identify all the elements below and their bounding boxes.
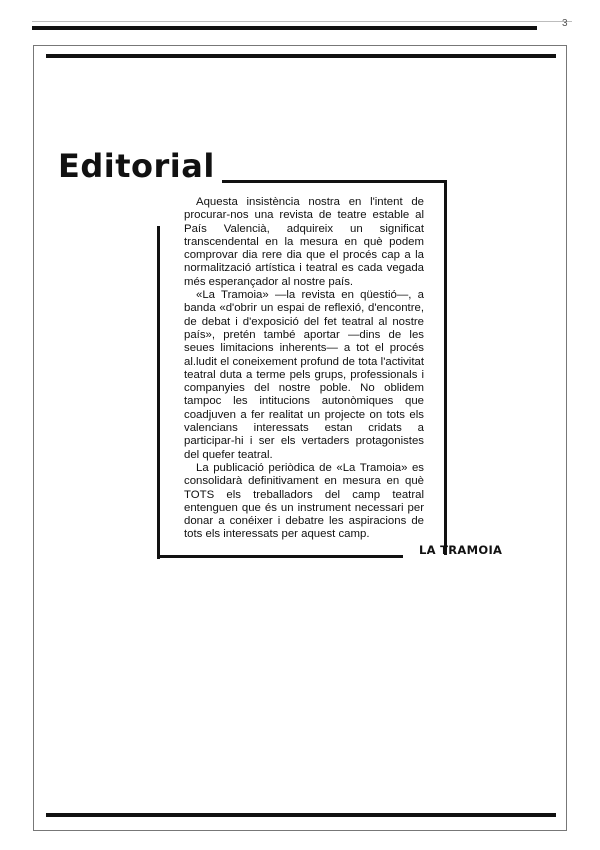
paragraph-1: Aquesta insistència nostra en l'intent de procurar-nos una revista de teatre estable al País Valencià, adquireix un significat transcendental en la mesura en què podem comprovar dia rere dia que el procés cap a la normalització artística i teatral es cada vegada més esperançador al nostre país. <box>184 196 424 288</box>
signature: LA TRAMOIA <box>419 543 503 557</box>
header-thin-rule <box>32 21 572 22</box>
editorial-body <box>184 196 424 542</box>
frame-bottom-bar <box>46 813 556 817</box>
header-thick-rule <box>32 26 537 30</box>
box-left-rule <box>157 226 160 559</box>
frame-top-bar <box>46 54 556 58</box>
title-underline-rule <box>222 180 447 183</box>
page-number: 3 <box>562 18 568 29</box>
paragraph-2: «La Tramoia» —la revista en qüestió—, a banda «d'obrir un espai de reflexió, d'encontre, de debat i d'exposició del fet teatral al nostre país», pretén també aportar —dins de les seues limitacions inherents— a tot el procés al.ludit el coneixement profund de tota l'activitat teatral duta a terme pels grups, professionals i companyies del nostre poble. No oblidem tampoc les intitucions autonòmiques que coadjuven a fer realitat un projecte on tots els valencians interessats estan cridats a participar-hi i ser els vertaders protagonistes del quefer teatral. <box>184 289 424 461</box>
box-bottom-rule <box>157 555 403 558</box>
box-right-rule <box>444 180 447 555</box>
paragraph-3: La publicació periòdica de «La Tramoia» es consolidarà definitivament en mesura en què TOTS els treballadors del camp teatral entenguen que és un instrument necessari per donar a conéixer i debatre les aspiracions de tots els interessats per aquest camp. <box>184 461 424 541</box>
editorial-title: Editorial <box>58 147 215 185</box>
